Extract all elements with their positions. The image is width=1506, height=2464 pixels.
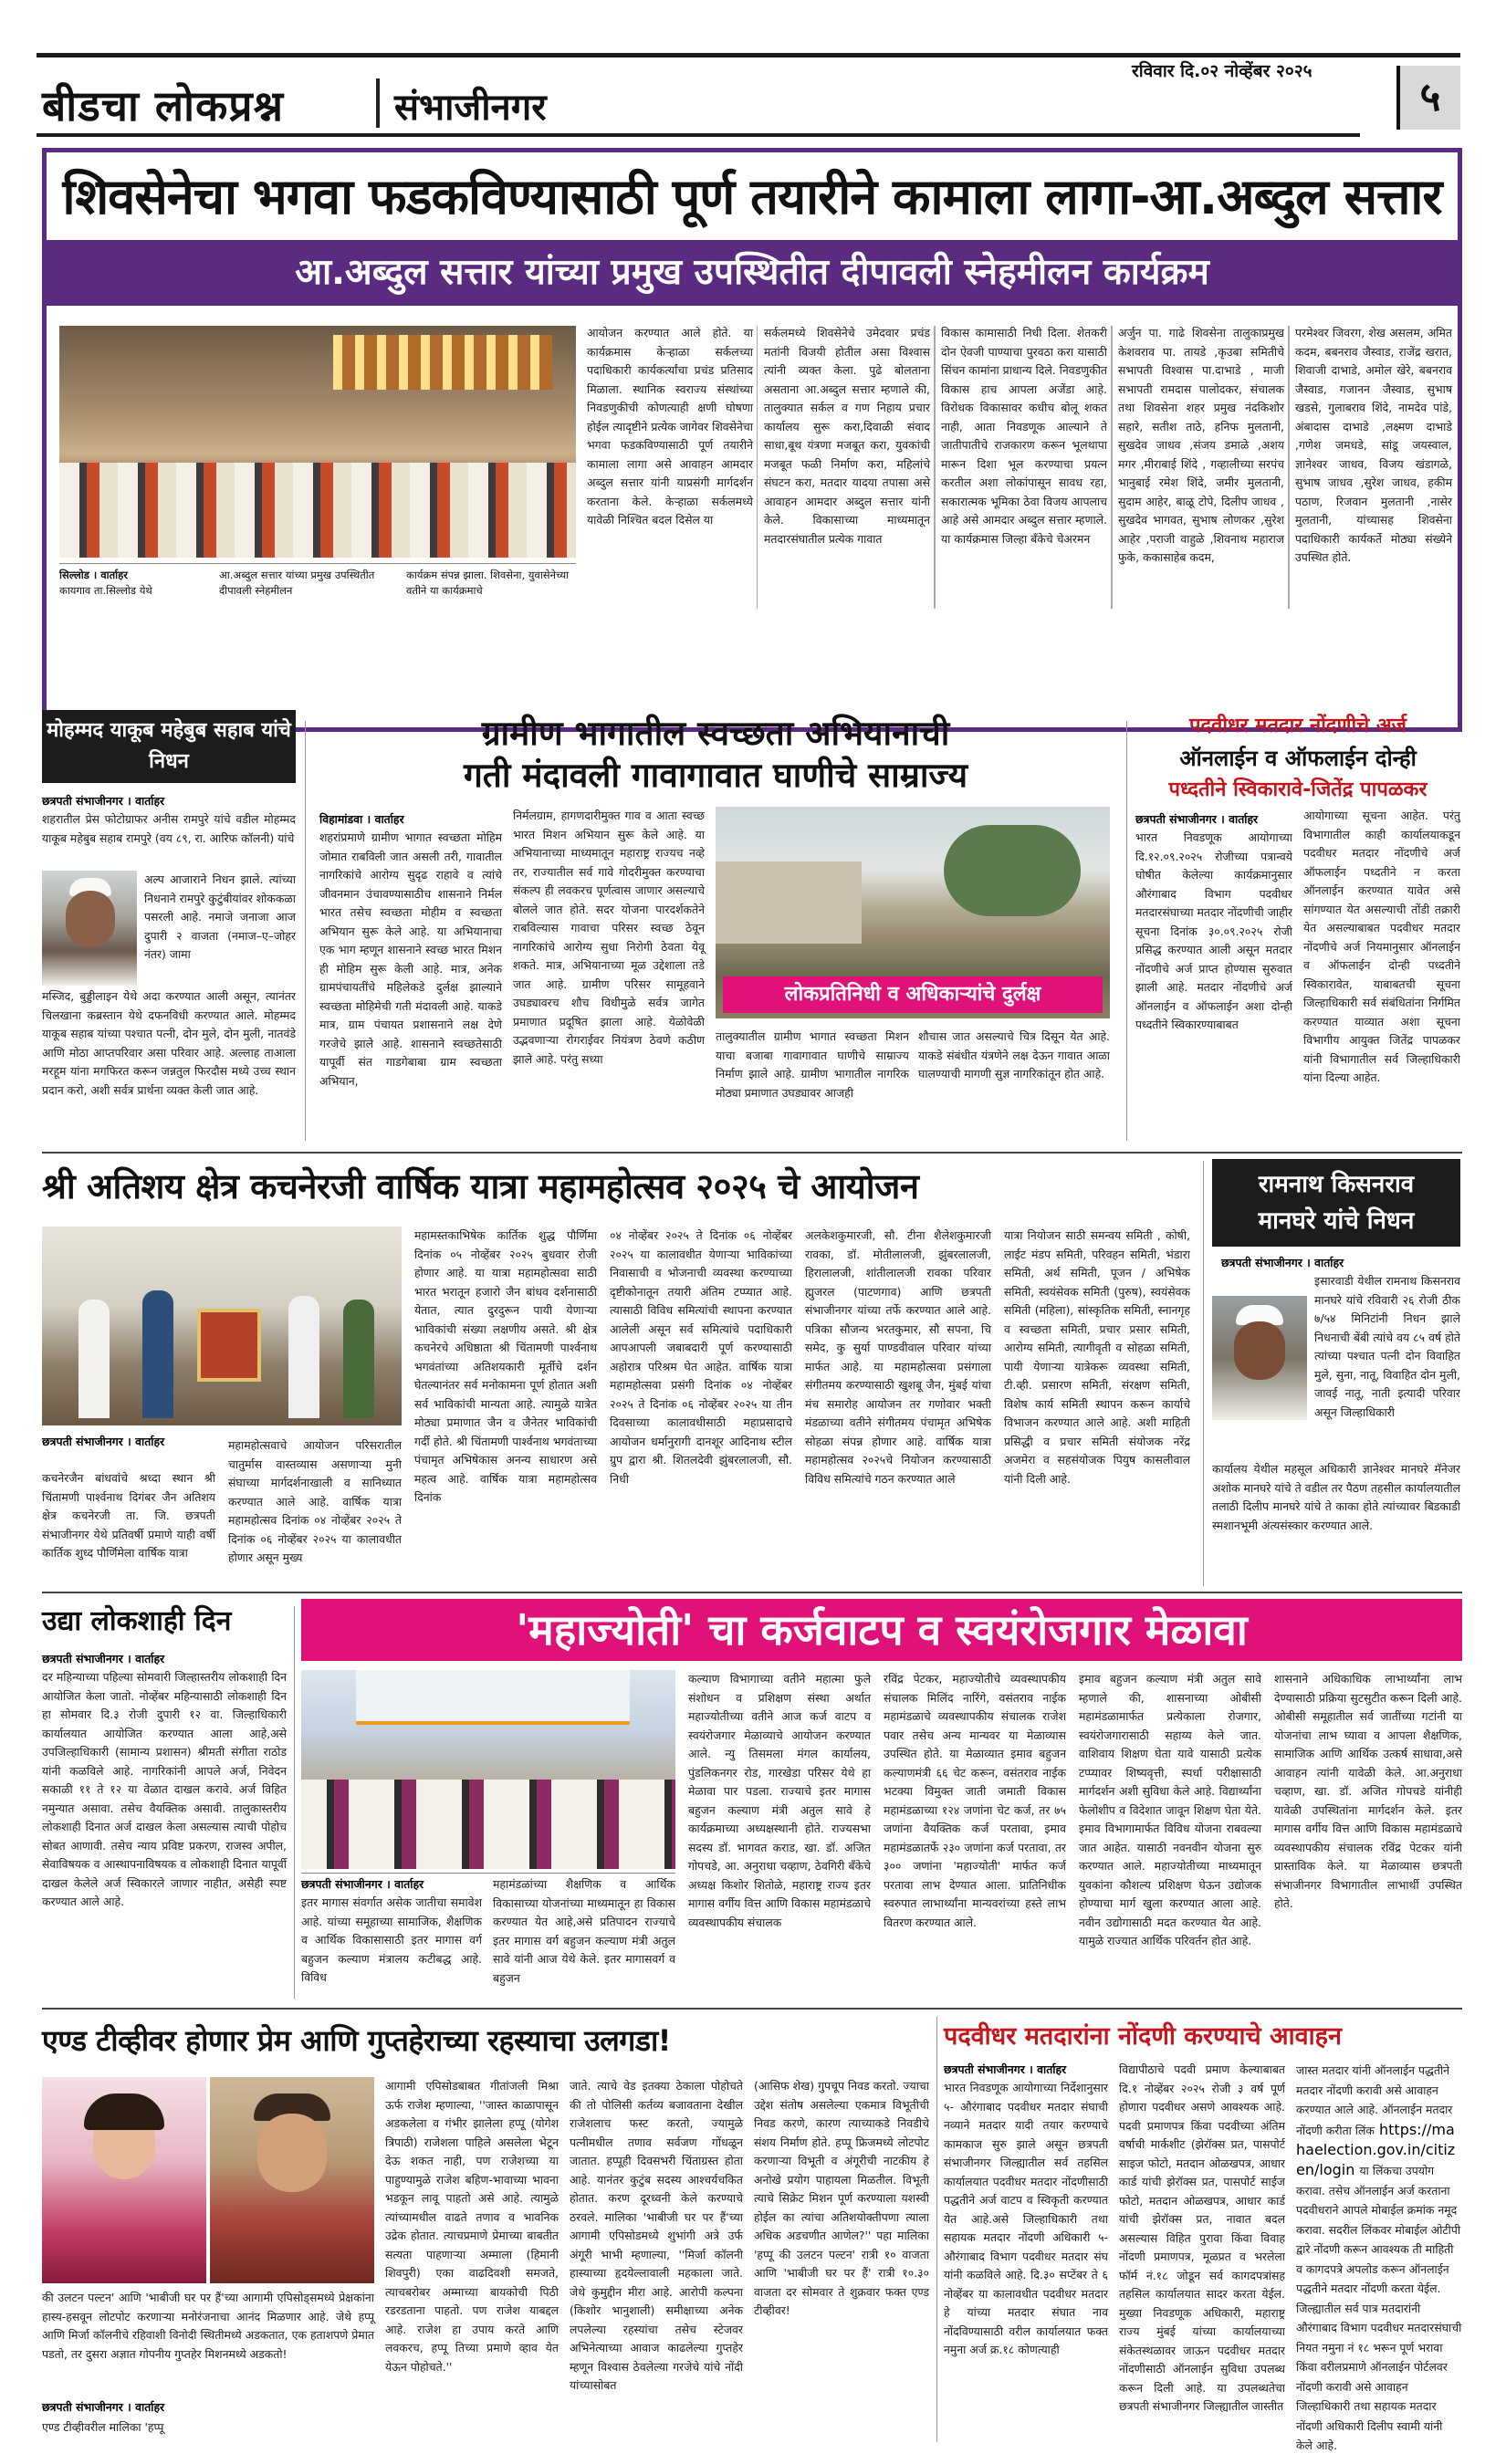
caption-col3: कार्यक्रम संपन्न झाला. शिवसेना, युवासेनेच्या वतीने या कार्यक्रमाचे	[406, 569, 570, 597]
portrait2-face	[1234, 1321, 1285, 1380]
story4-col2: महामहोत्सवाचे आयोजन परिसरातील चातुर्मास वास्तव्यास असणाऱ्या मुनी संघाच्या मार्गदर्शनाखाली व सानिध्यात करण्यात आले आहे. वार्षिक यात्रा महामहोत्सव दिनांक ०४ नोव्हेंबर २०२५ ते दिनांक ०६ नोव्हेंबर २०२५ या कालावधीत होणार असून मुख्य	[228, 1438, 402, 1564]
story1-col3: विकास कामासाठी निधी दिला. शेतकरी दोन ऐवजी पाण्याचा पुरवठा करा यासाठी सिंचन कामांना प्राधान्य दिले. निवडणुकीत विकास हाच आपला अजेंडा आहे. विरोधक विकासावर कधीच बोलू शकत नाही, आता निवडणूक आल्याने ते जातीपातीचे राजकारण करून भूलथापा मारून दिशा भूल करण्याचा प्रयत्न करतील अशा लोकांपासून सावध रहा, सकारात्मक भूमिका ठेवा विजय आपलाच आहे असे आमदार अब्दुल सत्तार म्हणाले. या कार्यक्रमास जिल्हा बँकेचे चेअरमन	[941, 326, 1107, 546]
photo-person-4	[343, 1300, 374, 1418]
photo-banner: लोकप्रतिनिधी व अधिकाऱ्यांचे दुर्लक्ष	[723, 976, 1103, 1013]
story7-col3: (आसिफ शेख) गुपचूप निवड करतो. ज्याचा उद्देश संतोष असलेल्या एकमात्र विभूतीची निवड करणे, कारण त्याच्याकडे निवडीचे संशय निर्माण होते. हप्पू फ्रिजमध्ये लोटपोट करणाऱ्या विभूती व अंगूरीची नाटकीय हे अनोखे प्रयोग पाहायला मिळतील. विभूती त्याचे सिक्रेट मिशन पूर्ण करण्याला यशस्वी होईल का त्यांचा अतिशयोक्तीपणा त्याला अधिक अडचणीत आणेल?'' पहा मालिका 'हप्पू की उलटन पल्टन' रात्री १० वाजता आणि 'भाबीजी घर पर हैं' रात्री १०.३० वाजता दर सोमवार ते शुक्रवार फक्त एण्ड टीव्हीवर!	[754, 2079, 929, 2317]
story1-photo-caption	[59, 563, 576, 616]
story-frame-sattar	[42, 148, 1462, 732]
obituary1-byline: छत्रपती संभाजीनगर । वार्ताहर	[42, 794, 165, 808]
obituary2-headline-1: रामनाथ किसनराव	[1258, 1171, 1415, 1198]
photo-person-2	[142, 1290, 173, 1418]
photo-tree	[944, 825, 1081, 916]
actress-hair	[84, 2093, 164, 2130]
story6-headline-band	[301, 1599, 1462, 1661]
story2-col2: निर्मलग्राम, हागणदारीमुक्त गाव व आता स्वच्छ भारत मिशन अभियान सुरू केले आहे. या अभियानाच्या माध्यमातून महाराष्ट्र राज्यच नव्हे तर, राज्यातील सर्व गावे गोदरीमुक्त करण्याचा संकल्प ही लवकरच पूर्णत्वास जाणार असल्याचे बोलले जात होते. सदर योजना पारदर्शकतेने राबविल्यास गावाचा परिसर स्वच्छ ठेवून नागरिकांचे आरोग्य सुधा निरोगी ठेवता येवू शकते. मात्र, अभियानाच्या मूळ उद्देशाला तडे जात आहे. ग्रामीण परिसर सामूहवाने उघड्यावरच शौच विधीमुळे सर्वत्र जागेत प्रमाणात प्रदूषित झाला आहे. येळोवेळी उद्भवणाऱ्या रोगराईवर नियंत्रण ठेवणे कठीण झाले आहे. परंतु सध्या	[513, 809, 705, 1066]
story5-byline: छत्रपती संभाजीनगर । वार्ताहर	[42, 1652, 165, 1665]
row4-rule	[294, 1606, 295, 1999]
story2-photo	[716, 807, 1110, 1018]
story7-photo-actor	[210, 2077, 374, 2283]
story2-headline-1: ग्रामीण भागातील स्वच्छता अभियानाची	[481, 714, 950, 753]
story2-headline-2: गती मंदावली गावागावात घाणीचे साम्राज्य	[463, 756, 968, 795]
row2-bottom-rule	[42, 1152, 1462, 1154]
story4-byline: छत्रपती संभाजीनगर । वार्ताहर	[42, 1435, 165, 1448]
obituary1-text3: मस्जिद, बुड्डीलाइन येथे अदा करण्यात आली असून, त्यानंतर चिलखाना कब्रस्तान येथे दफनविधी करण्यात आले. मोहम्मद याकूब सहाब यांच्या पश्चात पत्नी, दोन मुले, दोन मुली, नातवंडे आणि मोठा आप्तपरिवार असा परिवार आहे. अल्लाह ताआला मरहूम यांना मगफिरत करून जन्नतुल फिरदौस मध्ये उच्च स्थान प्रदान करो, अशी सर्वत्र प्रार्थना व्यक्त केली जात आहे.	[42, 989, 296, 1097]
obituary1-headline: मोहम्मद याकूब महेबुब सहाब यांचे निधन	[47, 719, 291, 773]
caption-text1: कायगाव ता.सिल्लोड येथे	[59, 584, 152, 597]
story6-photo-caption	[301, 1873, 675, 2000]
photo-backdrop	[356, 1670, 630, 1725]
story7-photo-actress	[42, 2077, 206, 2283]
obituary2-byline: छत्रपती संभाजीनगर । वार्ताहर	[1221, 1256, 1344, 1269]
story1-photo	[59, 326, 576, 558]
story6-col1: कल्याण विभागाच्या वतीने महात्मा फुले संशोधन व प्रशिक्षण संस्था अर्थात महाज्योतीच्या वतीने आज कर्ज वाटप व स्वयंरोजगार मेळाव्याचे आयोजन करण्यात आले. न्यु तिसमला मंगल कार्यालय, पुंडलिकनगर रोड, गारखेडा परिसर येथे हा मेळावा पार पडला. राज्याचे इतर मागास बहुजन कल्याण मंत्री अतुल सावे हे कार्यक्रमाच्या अध्यक्षस्थानी होते. राज्यसभा सदस्य डॉ. भागवत कराड, खा. डॉ. अजित गोपचडे, आ. अनुराधा चव्हाण, ठेवगिरी बँकेचे अध्यक्ष किशोर शितोळे, महाराष्ट्र राज्य इतर मागास वर्गीय वित्त आणि विकास महामंडळाचे व्यवस्थापकीय संचालक	[688, 1672, 871, 1929]
story3-col2: आयोगाच्या सूचना आहेत. परंतु विभागातील काही कार्यालयाकडून पदवीधर मतदार नोंदणीचे अर्ज ऑफलाईन पध्दतीने न करता ऑनलाईन करण्यात यावेत असे सांगण्यात येत असल्याची तोंडी तक्रारी येत असल्याबाबत पदवीधर मतदार नोंदणीचे अर्ज नियमानुसार ऑनलाईन व ऑफलाईन दोन्ही पध्दतीने स्विकारावेत, याबाबतची सूचना जिल्हाधिकारी सर्व संबंधितांना निर्गमित करण्यात याव्यात अशा सूचना विभागीय आयुक्त जितेंद्र पापळकर यांनी विभागातील सर्व जिल्हाधिकारी यांना दिल्या आहेत.	[1303, 809, 1460, 1084]
story8-col2: विद्यापीठाचे पदवी प्रमाण केल्याबाबत दि.१ नोव्हेंबर २०२५ रोजी ३ वर्ष पूर्ण होणारा पदवीधर असणे आवश्यक आहे. पदवी प्रमाणपत्र किंवा पदवीच्या अंतिम वर्षाची मार्कशीट (झेरॉक्स प्रत, पासपोर्ट साइज फोटो, मतदान ओळखपत्र, आधार कार्ड यांची झेरॉक्स प्रत, पासपोर्ट साईज फोटो, मतदान ओळखपत्र, आधार कार्ड यांची झेरॉक्स प्रत, नावात बदल असल्यास विहित पुरावा किंवा विवाह नोंदणी प्रमाणपत्र, मूळप्रत व भरलेला फॉर्म नं.१८ जोडून सर्व कागदपत्रांसह तहसिल कार्यालयात सादर करता येईल. मुख्या निवडणूक अधिकारी, महाराष्ट्र राज्य मुंबई यांच्या कार्यालयाच्या संकेतस्थळावर जाऊन पदवीधर मतदार नोंदणीसाठी ऑनलाईन सुविधा उपलब्ध करून दिली आहे. या उपलब्धतेचा छत्रपती संभाजीनगर जिल्ह्यातील जास्तीत	[1119, 2062, 1285, 2413]
story5-headline: उद्या लोकशाही दिन	[42, 1605, 232, 1637]
photo-person-3	[288, 1296, 319, 1418]
obituary1-text1: शहरातील प्रेस फोटोग्राफर अनीस रामपुरे यांचे वडील मोहम्मद याकूब महेबुब सहाब रामपुरे (वय ८९, रा. आरिफ कॉलनी) यांचे	[42, 812, 296, 845]
story6-caption-col2: महामंडळांच्या शैक्षणिक व आर्थिक विकासाच्या योजनांच्या माध्यमातून हा विकास करण्यात येत आहे,असे प्रतिपादन राज्याचे इतर मागास वर्ग बहुजन कल्याण मंत्री अतुल सावे यांनी आज येथे केले. इतर मागासवर्ग व बहुजन	[493, 1877, 675, 1985]
story2-byline: विहामांडवा । वार्ताहर	[319, 812, 404, 826]
story7-col2: जाते. त्याचे वेड इतक्या ठेकाला पोहोचते की तो पोलिसी कर्तव्य बजावताना देखील राजेशलाच फस्ट करतो, ज्यामुळे पत्नीमधील तणाव सर्वजण गोंधळून जातात. हप्पूही दिवसभरी चिंताग्रस्त होता आहे. यानंतर कुटुंब सदस्य आश्चर्यचकित होतात. करण दूरध्वनी केले करण्याचे ठरवले. मालिका 'भाबीजी घर पर हैं'च्या आगामी एपिसोडमध्ये शुभांगी अत्रे उर्फ अंगूरी भाभी म्हणाल्या, ''मिर्जा कॉलनी हास्याच्या हृदयेल्लावाली महकाला जाते. जेथे कुमुद्दीन मीरा आहे. आरोपी कल्पना (किशोर भानुशाली) समीक्षाच्या अनेक लपलेल्या रहस्यांचा तसेच स्टेजवर अभिनेत्याच्या आवाज काढलेल्या गुप्तहेर म्हणून विश्वास ठेवलेल्या गरजेचे यांचे नोंदी यांच्यासोबत	[570, 2079, 743, 2392]
story7-caption: एण्ड टीव्हीवरील मालिका 'हप्पू	[42, 2420, 164, 2434]
story-andtv	[42, 2015, 929, 2444]
story7-headline: एण्ड टीव्हीवर होणार प्रेम आणि गुप्तहेराच्या रहस्याचा उलगडा!	[42, 2023, 671, 2058]
story4-headline: श्री अतिशय क्षेत्र कचनेरजी वार्षिक यात्रा महामहोत्सव २०२५ चे आयोजन	[42, 1166, 919, 1206]
story-lokshahi	[42, 1599, 287, 2000]
story6-col4: शासनाने अधिकाधिक लाभार्थ्यांना लाभ देण्यासाठी प्रक्रिया सुटसुटीत करून दिली आहे. ओबीसी समूहातील सर्व जातींच्या गटांनी या योजनांचा लाभ घ्यावा व आपला शैक्षणिक, सामाजिक आणि आर्थिक उत्कर्ष साधावा,असे आवाहन त्यांनी यावेळी केले. आ.अनुराधा चव्हाण, खा. डॉ. अजित गोपचडे यांनीही यावेळी उपस्थितांना मार्गदर्शन केले. इतर मागास वर्गीय वित्त आणि विकास महामंडळाचे व्यवस्थापकीय संचालक रविंद्र पेटकर यांनी प्रास्ताविक केले. या मेळाव्यास छत्रपती संभाजीनगर विभागातील लाभार्थी उपस्थित होते.	[1274, 1672, 1462, 1910]
masthead	[37, 53, 1460, 139]
story4-col4: ०४ नोव्हेंबर २०२५ ते दिनांक ०६ नोव्हेंबर २०२५ या कालावधीत येणाऱ्या भाविकांच्या निवासाची व भोजनाची व्यवस्था करण्याच्या दृष्टीकोनातून तयारी अंतिम टप्प्यात आहे. त्यासाठी विविध समित्यांची स्थापना करण्यात आलेली असून सर्व समित्यांचे पदाधिकारी आपआपली जबाबदारी पूर्ण करण्यासाठी अहोरात्र परिश्रम घेत आहेत. वार्षिक यात्रा महामहोत्सवा प्रसंगी दिनांक ०४ नोव्हेंबर २०२५ ते दिनांक ०६ नोव्हेंबर २०२५ या तीन दिवसाच्या कालावधीसाठी महाप्रसादाचे आयोजन धर्मानुरागी दानशूर आदिनाथ स्टील ग्रुप द्वारा श्री. शितलदेवी झुंबरलालजी, सौ. निधी	[610, 1228, 792, 1486]
issue-date: रविवार दि.०२ नोव्हेंबर २०२५	[1132, 61, 1313, 81]
caption-place: सिल्लोड । वार्ताहर	[59, 569, 128, 581]
photo-crowd-row	[59, 463, 576, 558]
story6-byline: छत्रपती संभाजीनगर । वार्ताहर	[301, 1877, 424, 1891]
story-swachhata	[314, 712, 1117, 1148]
story8-byline: छत्रपती संभाजीनगर । वार्ताहर	[944, 2062, 1067, 2076]
story8-col3	[1296, 2061, 1462, 2452]
story2-col3: तालुक्यातील ग्रामीण भागात स्वच्छता मिशन याचा बजाबा गावागावात घाणीचे साम्राज्य निर्माण झाले आहे. ग्रामीण भागातील नागरिक मोठ्या प्रमाणात उघड्यावर आजही	[716, 1029, 909, 1100]
story6-col2: रविंद्र पेटकर, महाज्योतीचे व्यवस्थापकीय संचालक मिलिंद नारिंगे, वसंतराव नाईक महामंडळाचे व्यवस्थापकीय संचालक राजेश पवार तसेच अन्य मान्यवर या मेळाव्यास उपस्थित होते. या मेळाव्यात इमाव बहुजन कल्याणमंत्री ६६ चेट करून, वसंतराव नाईक भटक्या विमुक्त जाती जमाती विकास महामंडळाच्या १२४ जणांना चेट कर्ज, तर ७५ जणांना वैयक्तिक कर्ज परतावा, इमाव महामंडळातर्फे २३० जणांना कर्ज परतावा, तर ३०० जणांना 'महाज्योती' मार्फत कर्ज परतावा लाभ देण्यात आला. प्रातिनिधीक स्वरुपात लाभार्थ्यांना मान्यवरांच्या हस्ते लाभ वितरण करण्यात आले.	[884, 1672, 1066, 1929]
page-number: ५	[1419, 74, 1441, 120]
photo-wall	[716, 861, 862, 944]
story-mahajyoti	[301, 1599, 1462, 2000]
story7-byline: छत्रपती संभाजीनगर । वार्ताहर	[42, 2400, 165, 2414]
row3-rule	[1203, 1161, 1204, 1586]
story3-headline-3: पध्दतीने स्विकारावे-जितेंद्र पापळकर	[1168, 778, 1428, 801]
row2-rule-1	[305, 721, 306, 1141]
obituary2-text2: कार्यालय येथील महसूल अधिकारी ज्ञानेश्वर मानघरे मॅनेजर अशोक मानघरे यांचे ते वडील तर पैठण तहसील कार्यालयातील तलाठी दिलीप मानघरे यांचे ते काका होते त्यांच्यावर बिडकाडी स्मशानभूमी अंत्यसंस्कार करण्यात आले.	[1212, 1462, 1461, 1532]
story8-col1: भारत निवडणूक आयोगाच्या निर्देशानुसार ५- औरंगाबाद पदवीधर मतदार संघाची नव्याने मतदार यादी तयार करण्याचे कामकाज सुरु झाले असून छत्रपती संभाजीनगर जिल्ह्यातील सर्व तहसिल कार्यालयात पदवीधर मतदार नोंदणीसाठी पद्धतीने अर्ज वाटप व स्विकृती करण्यात येत आहे.असे जिल्हाधिकारी तथा सहायक मतदार नोंदणी अधिकारी ५- औरंगाबाद विभाग पदवीधर मतदार संघ यांनी कळविले आहे. दि.३० सप्टेंबर ते ६ नोव्हेंबर या कालावधीत पदवीधर मतदार हे यांच्या मतदार संघात नाव नोंदविण्यासाठी वरील कार्यालयात फक्त नमुना अर्ज क्र.१८ कोणत्याही	[944, 2081, 1108, 2356]
photo-frame-gift	[197, 1309, 261, 1382]
story6-caption-col1: इतर मागास संवर्गात असेक जातीचा समावेश आहे. यांच्या समूहाच्या सामाजिक, शैक्षणिक व आर्थिक विकासासाठी इतर मागास वर्ग बहुजन कल्याण मंत्रालय कटीबद्ध आहे. विविध	[301, 1895, 482, 1984]
obituary1-headline-box	[42, 710, 296, 783]
obituary2-headline-box	[1212, 1159, 1460, 1247]
masthead-rule-bottom	[37, 133, 1360, 137]
story4-col5: अलकेशकुमारजी, सौ. टीना शैलेशकुमारजी रावका, डॉ. मोतीलालजी, झुंबरलालजी, हिरालालजी, शांतीलालजी रावका परिवार ह्मुजरल (पाटणगाव) आणि छत्रपती संभाजीनगर यांच्या तर्फे करण्यात आले आहे. पत्रिका सौजन्य भरतकुमार, सौ सपना, चि समेद, कु सुर्या पाण्डवीवाल परिवार यांच्या मार्फत आहे. या महामहोत्सवा प्रसंगाला संगीतमय करण्यासाठी खुशबू जैन, मुंबई यांचा मंच समारोह आयोजन तर गणोवार भक्ती मंडळाच्या वतीने संगीतमय पंचामृत अभिषेक सोहळा संपन्न होणार आहे. वार्षिक यात्रा महामहोत्सव २०२५चे नियोजन करण्यासाठी विविध समित्यांचे गठन करण्यात आले	[805, 1228, 991, 1486]
story8-col3-text-a: जास्त मतदार यांनी ऑनलाईन पद्धतीने मतदार नोंदणी करावी असे आवाहन करण्यात आले आहे. ऑनलाईन मतदार नोंदणी करीता लिंक	[1296, 2063, 1453, 2137]
caption-col1	[59, 568, 205, 599]
story1-subheadline: आ.अब्दुल सत्तार यांच्या प्रमुख उपस्थितीत दीपावली स्नेहमीलन कार्यक्रम	[295, 252, 1209, 293]
obituary2-portrait	[1212, 1296, 1307, 1420]
obituary1-text2: अल्प आजाराने निधन झाले. त्यांच्या निधनाने रामपुरे कुटुंबीयांवर शोककळा पसरली आहे. नमाजे जनाजा आज दुपारी २ वाजता (नमाज–ए–जोहर नंतर) जामा	[144, 872, 296, 961]
story3-byline: छत्रपती संभाजीनगर । वार्ताहर	[1135, 812, 1259, 826]
story4-col3: महामस्तकाभिषेक कार्तिक शुद्ध पौर्णिमा दिनांक ०५ नोव्हेंबर २०२५ बुधवार रोजी होणार आहे. या यात्रा महामहोत्सवा साठी भारत भरातून हजारो जैन बांधव दर्शनासाठी येतात, त्यात दुरदुरून पायी येणाऱ्या भाविकांची संख्या लक्षणीय असते. श्री क्षेत्र कचनेरचे अधिष्ठाता श्री चिंतामणी पार्श्वनाथ भगवंतांच्या अतिशयकारी मूर्तीचे दर्शन घेतल्यानंतर सर्व मनोकामना पूर्ण होतात अशी सर्व भाविकांची मान्यता आहे. त्यामुळे यात्रेत मोठ्या प्रमाणात जैन व जैनेतर भाविकांची गर्दी होते. श्री चिंतामणी पार्श्वनाथ भगवंताच्या पंचामृत अभिषेकास अनन्य साधारण असे महत्व आहे. वार्षिक यात्रा महामहोत्सव दिनांक	[414, 1228, 597, 1504]
row2-rule-2	[1126, 721, 1127, 1141]
paper-name: बीडचा लोकप्रश्न	[42, 81, 285, 131]
story3-col1: भारत निवडणूक आयोगाच्या दि.१२.०९.२०२५ रोजीच्या पत्रान्वये घोषीत केलेल्या कार्यक्रमानुसार औरंगाबाद विभाग पदवीधर मतदारसंघाच्या मतदार नोंदणीची जाहीर सूचना दिनांक ३०.०९.२०२५ रोजी प्रसिद्ध करण्यात आली असून मतदार नोंदणीचे अर्ज प्राप्त होण्यास सुरुवात झाली आहे. मतदार नोंदणीचे अर्ज ऑनलाईन व ऑफलाईन अशा दोन्ही पध्दतीने स्विकारण्याबाबत	[1135, 830, 1292, 1031]
story1-subheadline-band	[47, 240, 1458, 306]
story1-headline: शिवसेनेचा भगवा फडकविण्यासाठी पूर्ण तयारीने कामाला लागा-आ.अब्दुल सत्तार	[62, 168, 1442, 225]
story2-col4: शौचास जात असल्याचे चित्र दिसून येत आहे. याकडे संबंधीत यंत्रणेने लक्ष देऊन गावात आळा घालण्याची मागणी सुज्ञ नागरिकांतून होत आहे.	[918, 1029, 1110, 1081]
story6-photo	[301, 1670, 675, 1869]
story4-col6: यात्रा नियोजन साठी समन्वय समिती , कोषी, लाईट मंडप समिती, परिवहन समिती, भंडारा समिती, अर्थ समिती, पूजन / अभिषेक समिती, स्वयंसेवक समिती (पुरुष), स्वयंसेवक समिती (महिला), सांस्कृतिक समिती, स्नानगृह व स्वच्छता समिती, प्रचार प्रसार समिती, आरोग्य समिती, त्यागीवृती व सोहळा समिती, पायी येणाऱ्या यात्रेकरू व्यवस्था समिती, टी.व्ही. प्रसारण समिती, संरक्षण समिती, विशेष कार्य समिती स्थापन करून कार्याचे विभाजन करण्यात आले आहे. अशी माहिती प्रसिद्धी व प्रचार समिती संयोजक नरेंद्र अजमेरा व सहसंयोजक पियुष कासलीवाल यांनी दिली आहे.	[1004, 1228, 1190, 1486]
story8-link[interactable]: https://mahaelection.gov.in/citizen/login	[1296, 2120, 1456, 2178]
story2-col1: शहरांप्रमाणे ग्रामीण भागात स्वच्छता मोहिम जोमात राबविली जात असली तरी, गावातील नागरिकांचे आरोग्य सुदृढ राहावे व त्यांचे जीवनमान उंचावण्यासाठीच शासनाने निर्मल भारत तसेच स्वच्छता मोहीम व स्वच्छता अभियान सुरू केले आहे. या अभियानाचा एक भाग म्हणून शासनाने स्वच्छ भारत मिशन ही मोहिम सुरू केली आहे. मात्र, अनेक ग्रामपंचायतींचे महिलेकडे दुर्लक्ष झाल्याने स्वच्छता मोहिमेची गती मंदावली आहे. याकडे मात्र, ग्राम पंचायत प्रशासनाने लक्ष देणे गरजेचे झाले आहे. शासनाने स्वच्छतेसाठी यापूर्वी संत गाडगेबाबा ग्राम स्वच्छता अभियान,	[319, 830, 502, 1088]
story-kachner	[42, 1159, 1196, 1588]
story-padvidhar-awahan	[944, 2015, 1462, 2452]
masthead-rule-top	[37, 53, 1460, 57]
obituary2-text1: इसारवाडी येथील रामनाथ किसनराव मानघरे यांचे रविवारी २६ रोजी ठीक ७/५४ मिनिटांनी निधन झाले निधनाची बेंबी त्यांचे वय ८५ वर्ष होते त्यांच्या पश्चात पत्नी दोन विवाहित मुले, सुना, नातू, विवाहित दोन मुली, जावई नातू, नाती इत्यादी परिवार असून जिल्हाधिकारी	[1314, 1274, 1460, 1419]
story6-col3: इमाव बहुजन कल्याण मंत्री अतुल सावे म्हणाले की, शासनाच्या ओबीसी महामंडळामार्फत प्रत्येकाला रोजगार, स्वयंरोजगारासाठी सहाय्य केले जात. वाशिवाय शिक्षण घेता यावे यासाठी प्रत्येक टप्प्यावर शिष्यवृत्ती, स्पर्धा परीक्षासाठी मार्गदर्शन अशी सुविधा केले आहे. विद्यार्थ्यांना फेलोशीप व विदेशात जावून शिक्षण घेता येते. इमाव विभागामार्फत विविध योजना राबवल्या जात आहेत. यासाठी नवनवीन योजना सुरु करण्यात आले. महाज्योतीच्या माध्यमातून युवकांना कौशल्य प्रशिक्षण घेऊन उद्योजक होण्याचा मार्ग खुला करण्यात आला आहे. नवीन उद्योगासाठी मदत करण्यात येत आहे. यामुळे राज्यात आर्थिक परिवर्तन होत आहे.	[1079, 1672, 1261, 1947]
photo-person-1	[78, 1300, 110, 1418]
photo-group	[301, 1780, 675, 1869]
caption-col2: आ.अब्दुल सत्तार यांच्या प्रमुख उपस्थितीत दीपावली स्नेहमीलन	[219, 569, 375, 597]
story1-col4: अर्जुन पा. गाढे शिवसेना तालुकाप्रमुख केशवराव पा. तायडे ,कृउबा समितीचे सभापती विश्वास पा.दाभाडे , माजी सभापती रामदास पालोदकर, संचालक तथा शिवसेना शहर प्रमुख नंदकिशोर सहारे, सतीश ताठे, हनिफ मुलतानी, सुखदेव जाधव ,संजय डमाळे ,अशय मगर ,मीराबाई शिंदे , गव्हालीच्या सरपंच भानुबाई रमेश शिंदे, जमीर मुलतानी, सुदाम आहेर, बाळू टोपे, दिलीप जाधव , सुखदेव भागवत, सुभाष लोणकर ,सुरेश आहेर ,पराजी वाहुळे ,शिवनाथ महाराज फुके, ककासाहेब कदम,	[1118, 326, 1284, 564]
story1-col1: आयोजन करण्यात आले होते. या कार्यक्रमास केऱ्हाळा सर्कलच्या पदाधिकारी कार्यकर्त्यांचा प्रचंड प्रतिसाद मिळाला. स्थानिक स्वराज्य संस्थांच्या निवडणुकीची कोणत्याही क्षणी घोषणा होईल त्यादृष्टीने प्रत्येक जागेवर शिवसेनेचा भगवा फडकविण्यासाठी पूर्ण तयारीने कामाला लागा असे आवाहन आमदार अब्दुल सत्तार यांनी याप्रसंगी मार्गदर्शन करताना केले. केऱ्हाळा सर्कलमध्ये यावेळी निश्चित बदल दिसेल या	[587, 326, 753, 527]
page-number-box	[1396, 66, 1460, 130]
story3-headline-1: पदवीधर मतदार नोंदणीचे अर्ज	[1189, 715, 1407, 737]
obituary1-portrait	[42, 871, 137, 986]
story-padvidhar-arj	[1135, 712, 1460, 1148]
edition-name: संभाजीनगर	[394, 87, 547, 129]
story4-col1: कचनेरजैन बांधवांचे श्रध्दा स्थान श्री चिंतामणी पार्श्वनाथ दिगंबर जैन अतिशय क्षेत्र कचनेरजी ता. जि. छत्रपती संभाजीनगर येथे प्रतिवर्षी प्रमाणे याही वर्षी कार्तिक शुध्द पौर्णिमेला वार्षिक यात्रा	[42, 1471, 215, 1560]
row5-rule	[936, 2017, 937, 2442]
obituary-yakub	[42, 710, 296, 1148]
obituary-manghare	[1212, 1159, 1460, 1588]
story1-col2: सर्कलमध्ये शिवसेनेचे उमेदवार प्रचंड मतांनी विजयी होतील असा विश्वास त्यांनी व्यक्त केला. पुढे बोलताना असताना आ.अब्दुल सत्तार म्हणाले की, तालुक्यात सर्कल व गण निहाय प्रचार कार्यालय सुरू करा,दिवाळी संवाद साधा,बूथ यंत्रणा मजबूत करा, युवकांची मजबूत फळी निर्माण करा, महिलांचे संघटन करा, मतदार यादया तपासा असे आवाहन आमदार अब्दुल सत्तार यांनी केले. विकासाच्या माध्यमातून मतदारसंघातील प्रत्येक गावात	[764, 326, 930, 546]
portrait-face	[66, 891, 115, 947]
story4-photo	[42, 1227, 402, 1425]
story8-col3-text-b: या लिंकचा उपयोग करावा. तसेच ऑनलाईन अर्ज करताना पदवीधराने आपले मोबाईल क्रमांक नमूद करावा. सदरील लिंकवर मोबाईल ओटीपी द्वारे नोंदणी करून आवश्यक ती माहिती व कागदपत्रे अपलोड करून ऑनलाईन पद्धतीने मतदार नोंदणी करता येईल. जिल्ह्यातील सर्व पात्र मतदारांनी औरंगाबाद विभाग पदवीधर मतदारसंघाची नियत नमुना नं १८ भरून पूर्ण भरावा किंवा वरीलप्रमाणे ऑनलाईन पोर्टलवर नोंदणी करावी असे आवाहन जिल्हाधिकारी तथा सहायक मतदार नोंदणी अधिकारी दिलीप स्वामी यांनी केले आहे.	[1296, 2164, 1462, 2452]
obituary2-headline-2: मानघरे यांचे निधन	[1258, 1207, 1415, 1235]
photo-stage-lights	[333, 335, 552, 390]
story1-col5: परमेश्वर जिवरग, शेख असलम, अमित कदम, बबनराव जैस्वाड, राजेंद्र खरात, शिवाजी दाभाडे, अमोल खेरे, बबनराव जैस्वाड, गजानन जैस्वाड, सुभाष खडसे, गुलाबराव शिंदे, नामदेव पांडे, अंबादास दाभाडे ,लक्ष्मण दाभाडे ,गणेश जमधडे, सांडू जयस्वाल, ज्ञानेश्वर जाधव, विजय खंडागळे, सुभाष जाधव ,सुरेश जाधव, हकीम पठाण, रिजवान मुलतानी ,नासेर मुलतानी, यांच्यासह शिवसेना पदाधिकारी कार्यकर्ते मोठ्या संख्येने उपस्थित होते.	[1295, 326, 1452, 564]
row4-bottom-rule	[42, 2008, 1462, 2010]
story7-col0: की उलटन पल्टन' आणि 'भाबीजी घर पर हैं'च्या आगामी एपिसोड्समध्ये प्रेक्षकांना हास्य-हसवून लोटपोट करणाऱ्या मनोरंजनाचा आनंद मिळणार आहे. जेथे हप्पू आणि मिर्जा कॉलनीचे रहिवाशी विनोदी स्थितीमध्ये अडकतात, एक हताशपणे प्रेमात पडतो, तर दुसरा अज्ञात गोपनीय गुप्तहेर मिशनमध्ये अडकतो!	[42, 2289, 374, 2396]
story3-headline-2: ऑनलाईन व ऑफलाईन दोन्ही	[1179, 746, 1417, 771]
story7-col1: आगामी एपिसोडबाबत गीतांजली मिश्रा ऊर्फ राजेश म्हणाल्या, ''जास्त काळापासून अडकलेला व गंभीर झालेला हप्पू (योगेश त्रिपाठी) राजेशला पाहिले असलेला भेटून देऊ शकत नाही, पण राजेशच्या या पाहुण्यामुळे राजेश बहिण-भावाच्या भावना भडकून लावू पाहतो असे आहे. त्यामुळे त्यांच्यामधील वाढते तणाव व भावनिक उद्रेक होतात. त्याचप्रमाणे प्रेमाच्या बाबतीत सत्यता पाहणाऱ्या अम्माला (हिमानी शिवपुरी) एका वाढदिवशी समजते, त्याचबरोबर अम्माच्या बायकोची पिठी रडरडताना पाहतो. पण राजेश याबद्दल आहे. राजेश हा उपाय करते आणि लवकरच, हप्पू तिच्या प्रमाणे व्हाव येत येऊन पोहोचते.''	[385, 2079, 559, 2374]
masthead-divider	[376, 78, 380, 128]
story6-headline: 'महाज्योती' चा कर्जवाटप व स्वयंरोजगार मेळावा	[516, 1605, 1248, 1655]
row3-bottom-rule	[42, 1592, 1462, 1593]
story1-col-rules	[757, 326, 758, 609]
actor-face	[257, 2114, 327, 2192]
story5-text: दर महिन्याच्या पहिल्या सोमवारी जिल्हास्तरीय लोकशाही दिन आयोजित केला जातो. नोव्हेंबर महिन्यासाठी लोकशाही दिन हा सोमवार दि.३ रोजी दुपारी १२ वा. जिल्हाधिकारी कार्यालयात आयोजित करण्यात आला आहे,असे उपजिल्हाधिकारी (सामान्य प्रशासन) श्रीमती संगीता राठोड यांनी कळविले आहे. नागरिकांनी आपले अर्ज, निवेदन सकाळी ११ ते १२ या वेळात दाखल करावे. अर्ज विहित नमुन्यात असावा. तसेच वैयक्तिक असावी. तालुकास्तरीय लोकशाही दिनात अर्ज दाखल केला असल्यास त्याची पोहोच सोबत आणावी. तसेच न्याय प्रविष्ट प्रकरण, राजस्व अपील, सेवाविषयक व आस्थापनाविषयक व लोकशाही दिनात यापूर्वी दाखल केलेले अर्ज स्विकारले जाणार नाहीत, असेही स्पष्ट करण्यात आले आहे.	[42, 1670, 287, 1908]
story8-headline: पदवीधर मतदारांना नोंदणी करण्याचे आवाहन	[944, 2022, 1342, 2051]
